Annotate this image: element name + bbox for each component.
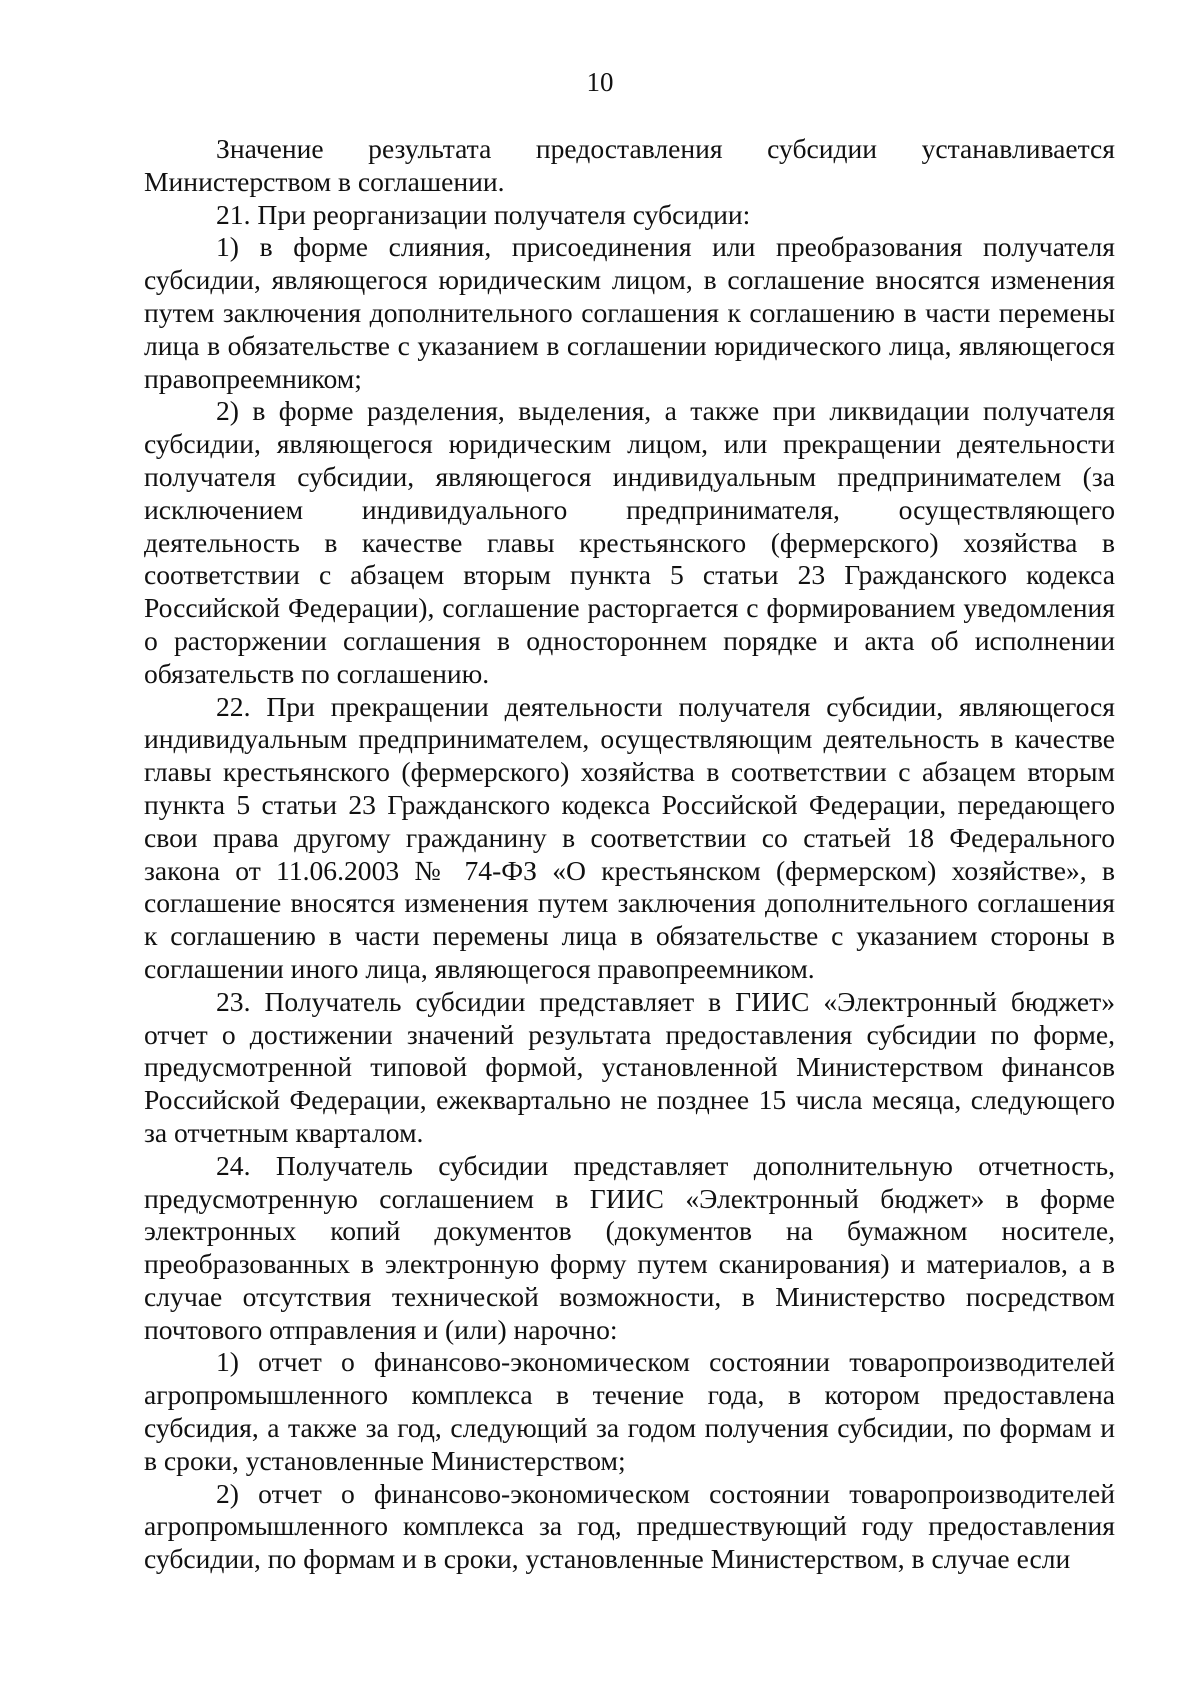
page-number: 10 [586, 67, 614, 97]
paragraph-21-item-1: 1) в форме слияния, присоединения или преобразования получателя субсидии, являющегося юридическим лицом, в соглашение вносятся изменения путем заключения дополнительного соглашения к соглашению в части перемены лица в обязательстве с указанием в соглашении юридического лица, являющегося правопреемником; [144, 231, 1115, 394]
paragraph-24-item-1: 1) отчет о финансово-экономическом состоянии товаропроизводителей агропромышленного комплекса в течение года, в котором предоставлена субсидия, а также за год, следующий за годом получения субсидии, по формам и в сроки, установленные Министерством; [144, 1346, 1115, 1476]
paragraph-22: 22. При прекращении деятельности получателя субсидии, являющегося индивидуальным предпринимателем, осуществляющим деятельность в качестве главы крестьянского (фермерского) хозяйства в соответствии с абзацем вторым пункта 5 статьи 23 Гражданского кодекса Российской Федерации, передающего свои права другому гражданину в соответствии со статьей 18 Федерального закона от 11.06.2003 № 74-ФЗ «О крестьянском (фермерском) хозяйстве», в соглашение вносятся изменения путем заключения дополнительного соглашения к соглашению в части перемены лица в обязательстве с указанием стороны в соглашении иного лица, являющегося правопреемником. [144, 690, 1115, 984]
paragraph-24: 24. Получатель субсидии представляет дополнительную отчетность, предусмотренную соглашением в ГИИС «Электронный бюджет» в форме электронных копий документов (документов на бумажном носителе, преобразованных в электронную форму путем сканирования) и материалов, а в случае отсутствия технической возможности, в Министерство посредством почтового отправления и (или) нарочно: [144, 1149, 1115, 1345]
paragraph-24-item-2: 2) отчет о финансово-экономическом состоянии товаропроизводителей агропромышленного комплекса за год, предшествующий году предоставления субсидии, по формам и в сроки, установленные Министерством, в случае если [144, 1477, 1115, 1575]
paragraph-21-item-2: 2) в форме разделения, выделения, а также при ликвидации получателя субсидии, являющегося юридическим лицом, или прекращении деятельности получателя субсидии, являющегося индивидуальным предпринимателем (за исключением индивидуального предпринимателя, осуществляющего деятельность в качестве главы крестьянского (фермерского) хозяйства в соответствии с абзацем вторым пункта 5 статьи 23 Гражданского кодекса Российской Федерации), соглашение расторгается с формированием уведомления о расторжении соглашения в одностороннем порядке и акта об исполнении обязательств по соглашению. [144, 395, 1115, 689]
paragraph-result-value: Значение результата предоставления субсидии устанавливается Министерством в соглашении. [144, 133, 1115, 197]
paragraph-23: 23. Получатель субсидии представляет в ГИИС «Электронный бюджет» отчет о достижении значений результата предоставления субсидии по форме, предусмотренной типовой формой, установленной Министерством финансов Российской Федерации, ежеквартально не позднее 15 числа месяца, следующего за отчетным кварталом. [144, 985, 1115, 1148]
paragraph-21-reorganization: 21. При реорганизации получателя субсидии: [216, 198, 751, 230]
document-body [144, 133, 1115, 1576]
